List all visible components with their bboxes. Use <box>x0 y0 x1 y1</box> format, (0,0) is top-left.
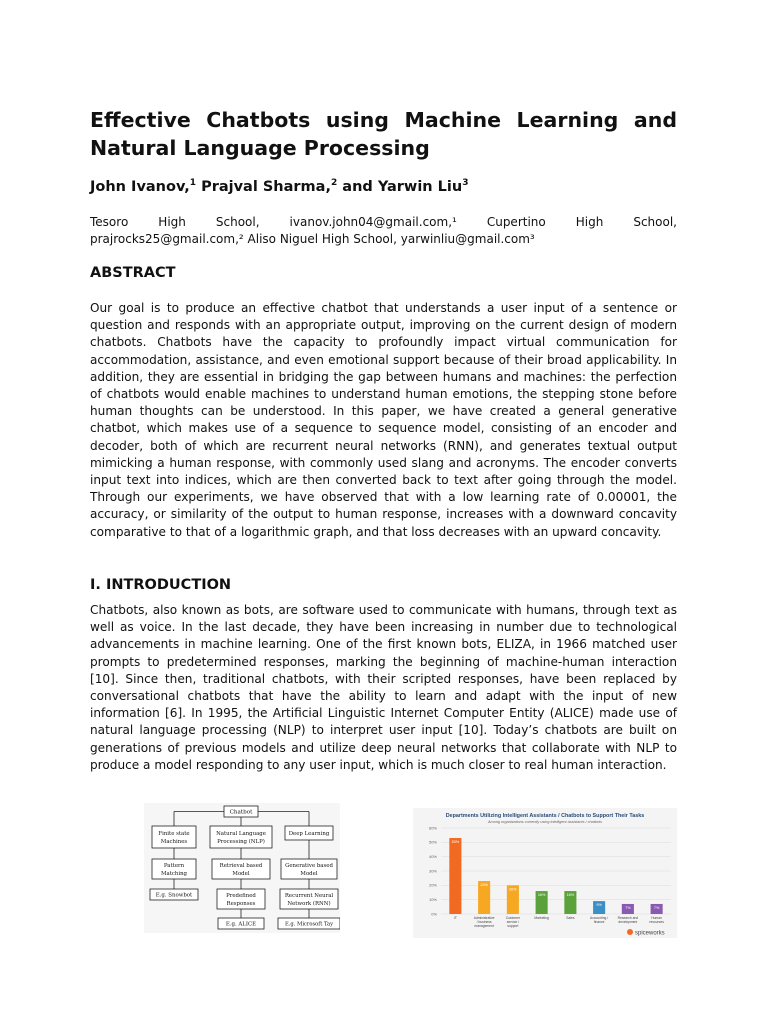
chart-category-label: Human resources <box>649 916 664 924</box>
diagram-label: E.g. Microsoft Tay <box>284 921 334 928</box>
chart-ytick-label: 10% <box>428 897 437 903</box>
svg-text:Model: Model <box>300 871 318 877</box>
svg-text:Matching: Matching <box>160 871 188 877</box>
diagram-label: E.g. ALICE <box>225 921 257 928</box>
chart-ytick-label: 60% <box>428 825 437 831</box>
chart-category-label: Research and development <box>617 916 639 924</box>
chart-value-label: 7% <box>653 905 660 910</box>
chart-title: Departments Utilizing Intelligent Assistants / Chatbots to Support Their Tasks <box>445 813 645 819</box>
departments-bar-chart <box>413 808 677 938</box>
svg-text:Responses: Responses <box>226 901 256 907</box>
svg-text:Machines: Machines <box>160 839 188 845</box>
svg-text:Network (RNN): Network (RNN) <box>287 901 331 907</box>
chart-bar <box>449 838 461 914</box>
chart-category-label: IT <box>453 916 457 920</box>
diagram-label: E.g. Snowbot <box>155 892 193 899</box>
svg-text:Model: Model <box>232 871 250 877</box>
chart-value-label: 9% <box>596 903 602 908</box>
author-sup: 3 <box>462 178 469 188</box>
introduction-text: Chatbots, also known as bots, are software used to communicate with humans, through text as well as voice. In the last decade, they have been increasing in number due to technological advancements in machine learning. One of the first known bots, ELIZA, in 1966 matched user prompts to predetermined responses, marking the beginning of machine-human interaction [10]. Since then, traditional chatbots, with their scripted responses, have been replaced by conversational chatbots that have the ability to learn and adapt with the input of new information [6]. In 1995, the Artificial Linguistic Internet Computer Entity (ALICE) made use of natural language processing (NLP) to interpret user input [10]. Today’s chatbots are built on generations of previous models and utilize deep neural networks that collaborate with NLP to produce a model responding to any user input, which is much closer to real human interaction. <box>90 603 677 772</box>
author-list <box>90 178 468 195</box>
chart-ytick-label: 0% <box>431 911 437 917</box>
chatbot-taxonomy-diagram <box>144 803 340 933</box>
chart-value-label: 23% <box>480 883 488 888</box>
chart-category-label: Sales <box>566 916 575 920</box>
chart-brand: spiceworks <box>635 930 665 937</box>
chart-category-label: Administrative / business management <box>473 916 495 928</box>
svg-text:Natural Language: Natural Language <box>216 831 266 837</box>
svg-text:Finite state: Finite state <box>158 831 190 837</box>
author-sup: 2 <box>330 178 338 188</box>
chart-value-label: 20% <box>509 887 517 892</box>
chart-ytick-label: 30% <box>428 868 437 874</box>
chart-category-label: Customer service / support <box>505 916 521 928</box>
introduction-heading: I. INTRODUCTION <box>90 577 232 593</box>
svg-text:Predefined: Predefined <box>226 893 256 899</box>
author-name: John Ivanov, <box>90 178 190 195</box>
author-name: Prajval Sharma, <box>196 178 331 195</box>
chart-category-label: Marketing <box>534 916 549 920</box>
abstract-text: Our goal is to produce an effective chatbot that understands a user input of a sentence or question and responds with an appropriate output, improving on the current design of modern chatbots. Chatbots have the capacity to profoundly impact virtual communication for accommodation, assistance, and even emotional support because of their broad applicability. In addition, they are essential in bridging the gap between humans and machines: the perfection of chatbots would enable machines to understand human emotions, the stepping stone before human thoughts can be understood. In this paper, we have created a general generative chatbot, which makes use of a sequence to sequence model, consisting of an encoder and decoder, both of which are recurrent neural networks (RNN), and generates textual output mimicking a human response, with commonly used slang and acronyms. The encoder converts input text into indices, which are then converted back to text after going through the model. Through our experiments, we have observed that with a low learning rate of 0.00001, the accuracy, or similarity of the output to human response, increases with a downward concavity comparative to that of a logarithmic graph, and that loss decreases with an upward concavity. <box>90 301 677 539</box>
diagram-root-label: Chatbot <box>229 809 253 816</box>
chart-category-label: Accounting / finance <box>590 916 609 924</box>
diagram-label: Deep Learning <box>288 831 330 837</box>
chart-value-label: 16% <box>537 893 546 898</box>
affiliations: Tesoro High School, ivanov.john04@gmail.com,¹ Cupertino High School, prajrocks25@gmail.com,² Aliso Niguel High School, yarwinliu@gmail.com³ <box>90 215 677 246</box>
svg-text:Recurrent Neural: Recurrent Neural <box>284 893 334 899</box>
svg-text:Retrieval based: Retrieval based <box>219 863 263 869</box>
author-name: and Yarwin Liu <box>337 178 463 195</box>
chart-ytick-label: 50% <box>428 839 437 845</box>
chart-ytick-label: 40% <box>428 854 437 860</box>
svg-text:Processing (NLP): Processing (NLP) <box>217 839 265 845</box>
abstract-heading: ABSTRACT <box>90 265 176 281</box>
svg-text:Pattern: Pattern <box>163 863 185 869</box>
chart-subtitle: Among organizations currently using intelligent assistants / chatbots <box>488 820 602 824</box>
paper-title: Effective Chatbots using Machine Learning and Natural Language Processing <box>90 108 677 160</box>
chart-value-label: 53% <box>451 840 460 845</box>
svg-text:Generative based: Generative based <box>285 863 333 869</box>
chart-ytick-label: 20% <box>428 882 437 888</box>
chart-value-label: 16% <box>566 893 575 898</box>
chart-value-label: 7% <box>625 905 631 910</box>
author-sup: 1 <box>189 178 197 188</box>
